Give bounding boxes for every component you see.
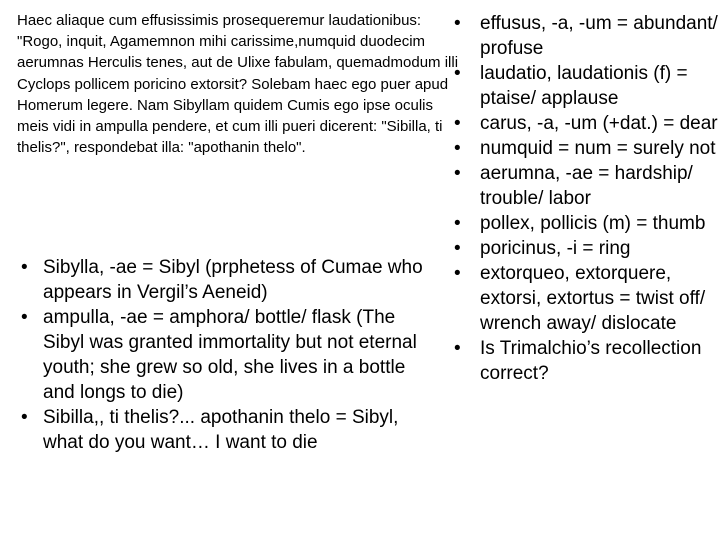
- note-sibilla-quote: • Sibilla,, ti thelis?... apothanin thelo = Sibyl, what do you want… I want to die: [17, 405, 437, 455]
- left-vocabulary-notes: [17, 255, 437, 455]
- note-extorqueo: • extorqueo, extorquere, extorsi, extortus = twist off/ wrench away/ dislocate: [446, 261, 720, 336]
- question-trimalchio: • Is Trimalchio’s recollection correct?: [446, 336, 720, 386]
- note-carus: • carus, -a, -um (+dat.) = dear: [446, 111, 720, 136]
- note-numquid: • numquid = num = surely not: [446, 136, 720, 161]
- note-poricinus: • poricinus, -i = ring: [446, 236, 720, 261]
- note-aerumna: • aerumna, -ae = hardship/ trouble/ labor: [446, 161, 720, 211]
- right-vocabulary-notes: [446, 11, 720, 386]
- note-sibylla: • Sibylla, -ae = Sibyl (prphetess of Cumae who appears in Vergil’s Aeneid): [17, 255, 437, 305]
- latin-passage: Haec aliaque cum effusissimis prosequeremur laudationibus: "Rogo, inquit, Agamemnon mihi carissime,numquid duodecim aerumnas Herculis tenes, aut de Ulixe fabulam, quemadmodum illi Cyclops pollicem poricino extorsit? Solebam haec ego puer apud Homerum legere. Nam Sibyllam quidem Cumis ego ipse oculis meis vidi in ampulla pendere, et cum illi pueri dicerent: "Sibilla, ti thelis?", respondebat illa: "apothanin thelo".: [17, 12, 459, 157]
- note-effusus: • effusus, -a, -um = abundant/ profuse: [446, 11, 720, 61]
- note-pollex: • pollex, pollicis (m) = thumb: [446, 211, 720, 236]
- note-laudatio: • laudatio, laudationis (f) = ptaise/ applause: [446, 61, 720, 111]
- note-ampulla: • ampulla, -ae = amphora/ bottle/ flask (The Sibyl was granted immortality but not eternal youth; she grew so old, she lives in a bottle and longs to die): [17, 305, 437, 405]
